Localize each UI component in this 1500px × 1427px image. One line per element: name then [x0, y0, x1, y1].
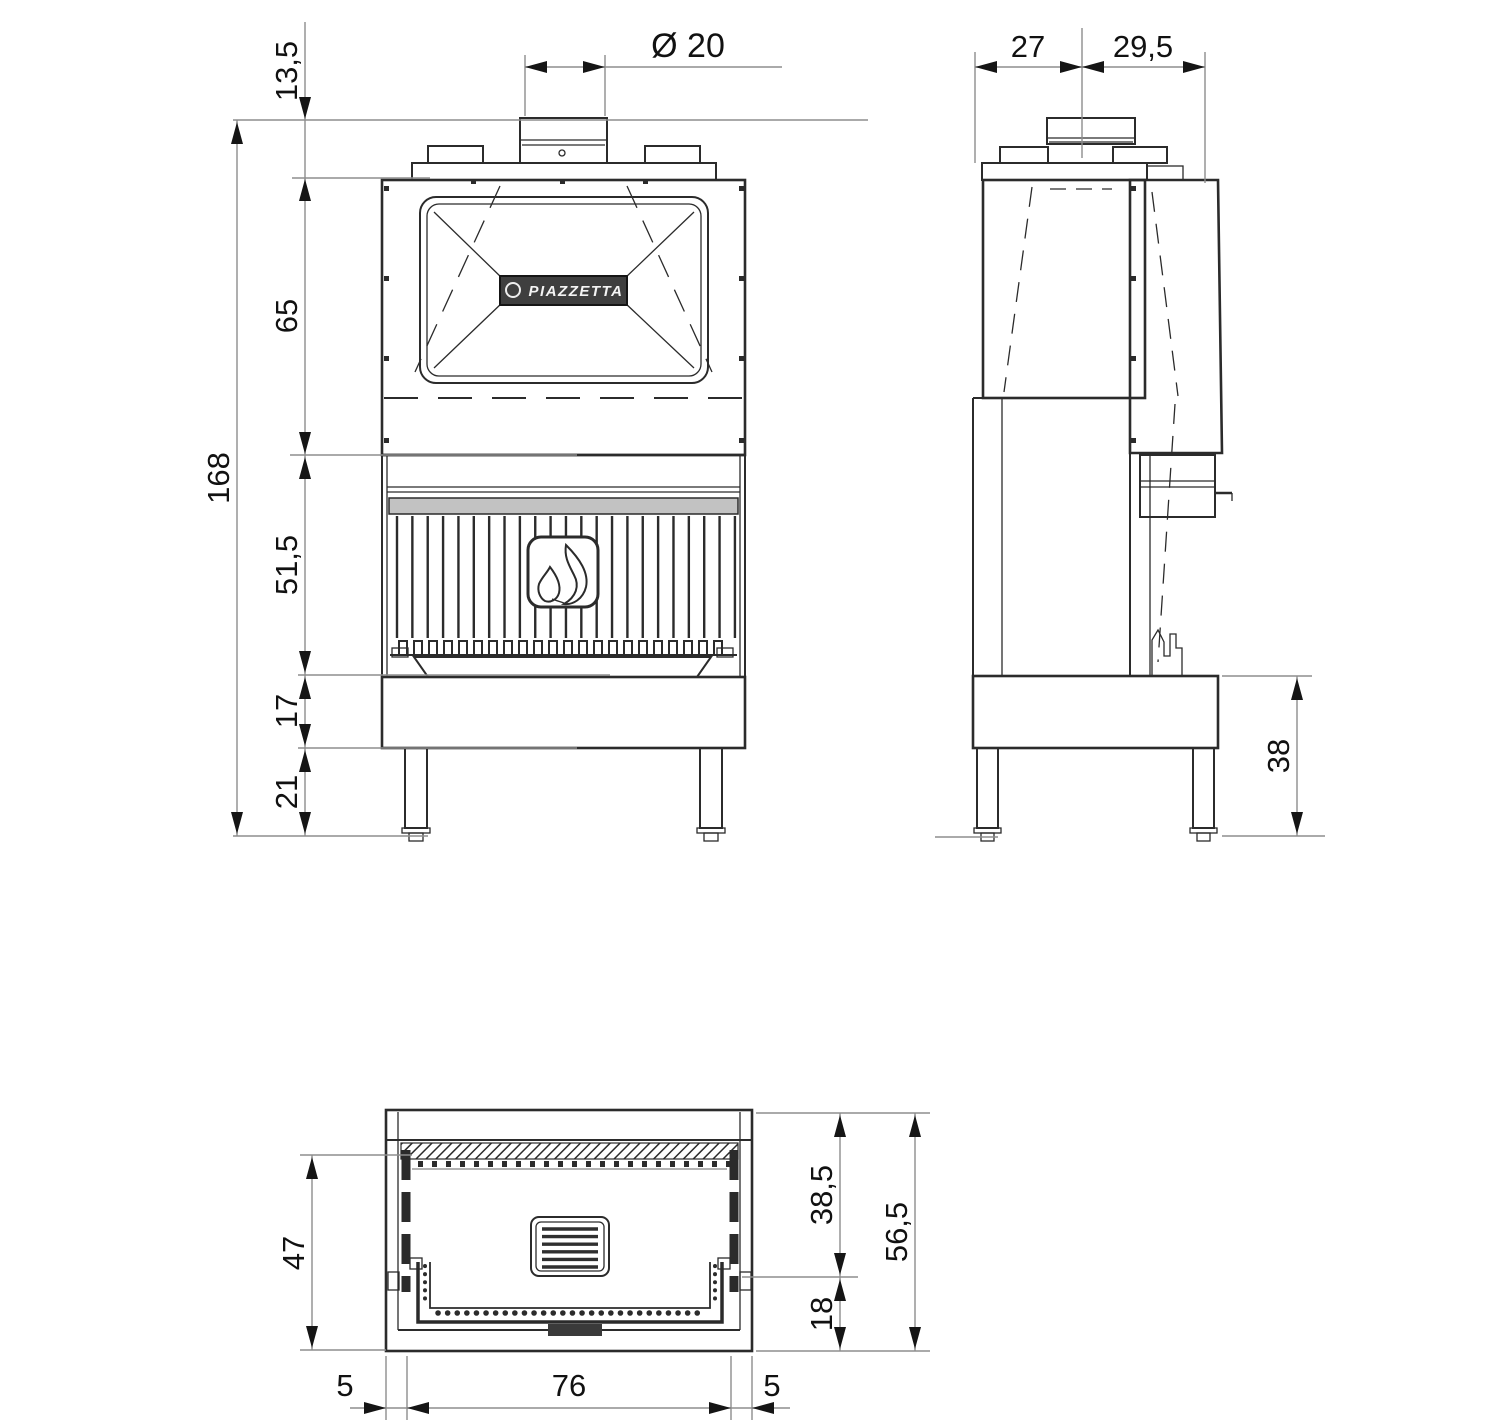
dim-firebox-height: 51,5 [269, 534, 304, 596]
dimension-arrow [834, 1253, 846, 1275]
dimension-lines [201, 22, 1325, 1420]
mounting-dot [739, 438, 744, 443]
panel-diagonal-bl [434, 302, 503, 368]
flame-logo-plate [528, 537, 598, 607]
side-right-leg [1193, 748, 1214, 828]
firebox-grill-teeth [390, 641, 737, 655]
side-top-plate-step [1147, 166, 1183, 180]
side-view [973, 118, 1232, 841]
dim-depth-front: 29,5 [1112, 29, 1174, 64]
side-mounting-dots [1131, 186, 1136, 443]
dim-plan-right-margin: 5 [763, 1368, 781, 1403]
brand-badge-label: PIAZZETTA [528, 283, 624, 300]
plan-right-side-tab [740, 1272, 751, 1290]
firebox-floor [414, 657, 711, 677]
dimension-arrow [364, 1402, 386, 1414]
dimension-arrow [299, 432, 311, 454]
mounting-dot [1131, 186, 1136, 191]
dim-plan-total-depth: 56,5 [879, 1201, 914, 1263]
side-log-retainer-serration [1152, 630, 1182, 676]
dimension-arrow [299, 651, 311, 673]
dimension-arrow [583, 61, 605, 73]
mounting-dot [643, 179, 648, 184]
panel-diagonal-tl [434, 212, 503, 279]
plan-vent-grille-slats [542, 1229, 598, 1267]
plan-channel-right-hook [718, 1258, 730, 1269]
side-hood-dashed-slope [1004, 187, 1032, 392]
mounting-dot [739, 186, 744, 191]
dim-plan-front-depth: 38,5 [804, 1164, 839, 1226]
front-plinth [382, 677, 745, 748]
side-top-plate [982, 163, 1147, 180]
extension-lines [233, 22, 1325, 1420]
dim-plan-inner-depth: 47 [276, 1235, 311, 1271]
front-right-leg [700, 748, 722, 828]
side-flue-collar [1047, 118, 1135, 144]
plan-channel-left-hook [410, 1258, 422, 1269]
front-hood-body [382, 180, 745, 455]
dimension-arrow [909, 1115, 921, 1137]
dimension-arrow [231, 812, 243, 834]
dimension-arrow [299, 750, 311, 772]
mounting-dot [384, 186, 389, 191]
dimension-arrow [306, 1326, 318, 1348]
dimension-arrow [299, 179, 311, 201]
side-right-air-stub [1113, 147, 1167, 163]
dimension-arrow [306, 1157, 318, 1179]
mounting-dot [560, 179, 565, 184]
dim-plan-opening-width: 76 [551, 1368, 587, 1403]
mounting-dot [471, 179, 476, 184]
dimension-arrow [1183, 61, 1205, 73]
side-back-dashed-upper [1152, 192, 1178, 396]
dimension-arrow [299, 457, 311, 479]
front-top-plate [412, 163, 716, 180]
grill-teeth-path [399, 641, 722, 655]
mounting-dot [384, 356, 389, 361]
dim-depth-back: 27 [1010, 29, 1046, 64]
dimension-arrow [752, 1402, 774, 1414]
mounting-dot [1131, 276, 1136, 281]
side-right-foot [1197, 833, 1210, 841]
dimension-arrow [909, 1327, 921, 1349]
dimension-arrow [834, 1115, 846, 1137]
side-base [973, 676, 1218, 748]
mounting-dot [739, 276, 744, 281]
side-left-air-stub [1000, 147, 1048, 163]
front-left-air-stub [428, 146, 483, 163]
dimension-arrow [1291, 678, 1303, 700]
front-left-leg [405, 748, 427, 828]
plan-rear-channel-inner [430, 1262, 710, 1308]
front-right-foot [704, 833, 718, 841]
dim-leg-height: 21 [269, 774, 304, 810]
top-view [386, 1110, 752, 1351]
dimension-arrow [1082, 61, 1104, 73]
side-back-dashed-lower [1158, 404, 1175, 662]
front-view [382, 118, 745, 841]
front-mounting-dots [384, 179, 744, 443]
mounting-dot [1131, 356, 1136, 361]
side-left-leg [977, 748, 998, 828]
dimension-arrow [231, 122, 243, 144]
dimension-arrow [709, 1402, 731, 1414]
dim-plan-left-margin: 5 [336, 1368, 354, 1403]
dim-hood-height: 65 [269, 298, 304, 334]
dim-flue-diameter: Ø 20 [651, 27, 725, 65]
plan-front-glass-hatch [401, 1143, 738, 1159]
front-left-foot [409, 833, 423, 841]
mounting-dot [384, 438, 389, 443]
dim-collar-height: 13,5 [269, 40, 304, 102]
dimension-arrow [975, 61, 997, 73]
dim-base-height: 38 [1261, 738, 1296, 774]
mounting-dot [1131, 438, 1136, 443]
mounting-dot [384, 276, 389, 281]
dim-total-height: 168 [201, 452, 236, 504]
front-right-air-stub [645, 146, 700, 163]
mounting-dot [739, 356, 744, 361]
dimension-arrow [299, 812, 311, 834]
dimension-arrow [407, 1402, 429, 1414]
panel-diagonal-tr [624, 212, 694, 279]
plan-rear-outlet-block [548, 1324, 602, 1336]
side-hood-body [983, 180, 1145, 398]
dimension-arrow [525, 61, 547, 73]
dimension-arrow [1060, 61, 1082, 73]
dimension-arrows [231, 61, 1303, 1414]
side-smoke-duct [1140, 455, 1215, 517]
dim-plan-rear-depth: 18 [804, 1296, 839, 1332]
dim-plinth-height: 17 [269, 693, 304, 729]
firebox-lintel-band [389, 498, 738, 514]
panel-diagonal-br [624, 302, 694, 368]
dimension-arrow [1291, 812, 1303, 834]
